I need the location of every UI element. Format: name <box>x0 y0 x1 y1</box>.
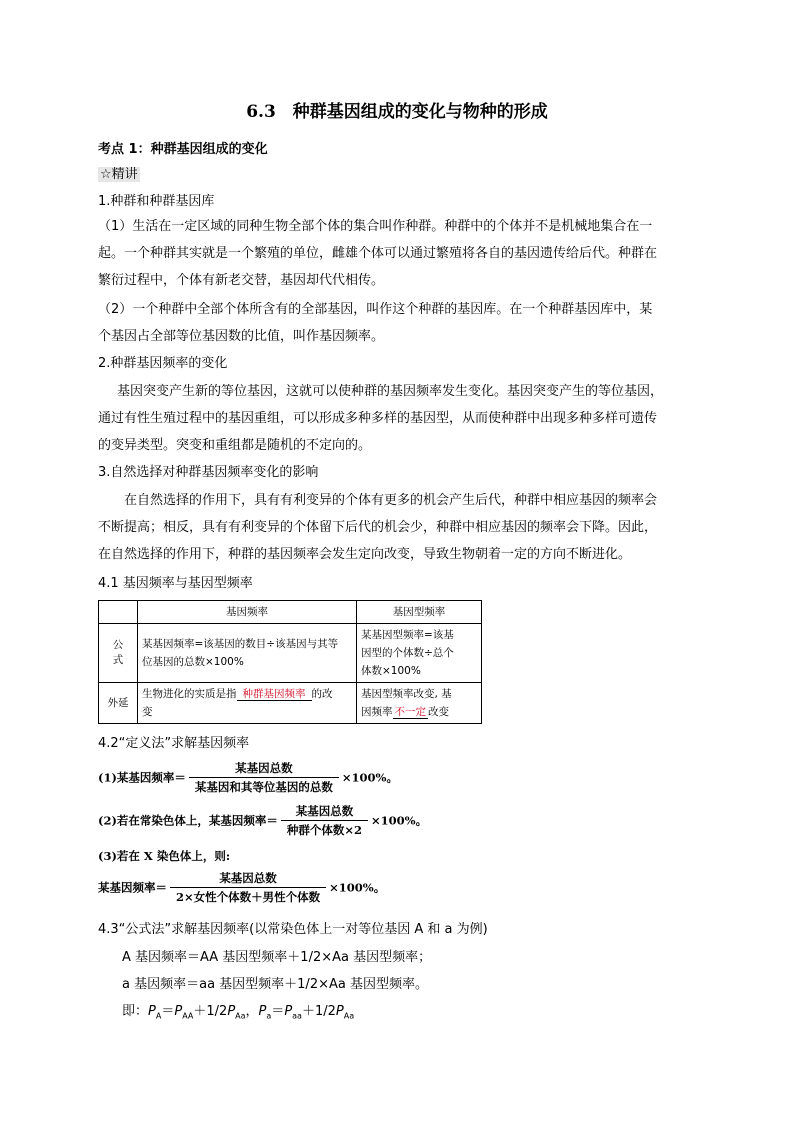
table-row-label-formula: 公 式 <box>99 624 138 683</box>
paragraph-line: （2）一个种群中全部个体所含有的全部基因，叫作这个种群的基因库。在一个种群基因库中，某 <box>98 302 653 317</box>
table-header-gene-frequency: 基因频率 <box>138 601 357 624</box>
cell-line: 因型的个体数÷总个 <box>361 647 454 659</box>
fraction: $\frac{\text{某基因总数}}{\text{种群个体数×2}}$ <box>281 803 368 838</box>
paragraph-line: 的变异类型。突变和重组都是随机的不定向的。 <box>98 438 372 453</box>
cell-line: 基因型频率改变, 基 <box>361 688 452 700</box>
paragraph-line: 基因突变产生新的等位基因，这就可以使种群的基因频率发生变化。基因突变产生的等位基因， <box>117 384 664 399</box>
paragraph-line: 通过有性生殖过程中的基因重组，可以形成多种多样的基因型，从而使种群中出现多种多样可遗传 <box>98 411 658 426</box>
paragraph-line: 起。一个种群其实就是一个繁殖的单位，雌雄个体可以通过繁殖将各自的基因遗传给后代。种群在 <box>98 246 658 261</box>
jingjiang-label: ☆精讲 <box>100 167 138 182</box>
paragraph-line: 繁衍过程中，个体有新老交替，基因却代代相传。 <box>98 273 385 288</box>
cell-line: 位基因的总数×100% <box>142 656 244 668</box>
section-3-heading: 3.自然选择对种群基因频率变化的影响 <box>98 465 319 480</box>
paragraph-line: 不断提高；相反，具有有利变异的个体留下后代的机会少，种群中相应基因的频率会下降。因此， <box>98 520 658 535</box>
table-row <box>99 601 482 624</box>
table-cell <box>357 683 482 724</box>
table-cell <box>357 624 482 683</box>
section-1-heading: 1.种群和种群基因库 <box>98 194 215 209</box>
formula-3: 某基因频率＝ $\frac{\text{某基因总数}}{\text{2×女性个体数＋男性个体数}}$ ×100%。 <box>98 871 386 904</box>
section-43-heading: 4.3“公式法”求解基因频率(以常染色体上一对等位基因 A 和 a 为例) <box>98 922 488 937</box>
section-41-heading: 4.1 基因频率与基因型频率 <box>98 576 253 591</box>
cell-line: 因频率 不一定 改变 <box>361 706 449 718</box>
table-header-genotype-frequency: 基因型频率 <box>357 601 482 624</box>
formula-line: A 基因频率＝AA 基因型频率＋1/2×Aa 基因型频率； <box>122 950 432 965</box>
section-42-heading: 4.2“定义法”求解基因频率 <box>98 736 250 751</box>
paragraph-line: （1）生活在一定区域的同种生物全部个体的集合叫作种群。种群中的个体并不是机械地集合在一 <box>98 219 653 234</box>
fraction: $\frac{\text{某基因总数}}{\text{2×女性个体数＋男性个体数}}$ <box>170 870 326 905</box>
cell-line: 生物进化的实质是指 种群基因频率 的改 <box>142 688 333 700</box>
fraction: $\frac{\text{某基因总数}}{\text{某基因和其等位基因的总数}}$ <box>189 760 339 795</box>
formula-1: (1)某基因频率＝ $\frac{\text{某基因总数}}{\text{某基因和其等位基因的总数}}$ ×100%。 <box>98 761 398 794</box>
cell-line: 变 <box>142 706 153 718</box>
formula-3-intro: (3)若在 X 染色体上，则: <box>98 849 231 863</box>
fill-answer: 种群基因频率 <box>237 688 312 701</box>
table-row <box>99 624 482 683</box>
table-row-label-extension: 外延 <box>99 683 138 724</box>
paragraph-line: 在自然选择的作用下，具有有利变异的个体有更多的机会产生后代，种群中相应基因的频率会 <box>124 493 658 508</box>
section-2-heading: 2.种群基因频率的变化 <box>98 356 228 371</box>
paragraph-line: 个基因占全部等位基因数的比值，叫作基因频率。 <box>98 329 385 344</box>
table-cell <box>138 683 357 724</box>
page-title: 6.3 种群基因组成的变化与物种的形成 <box>246 102 548 122</box>
formula-line: a 基因频率＝aa 基因型频率＋1/2×Aa 基因型频率。 <box>122 977 428 992</box>
formula-2: (2)若在常染色体上，某基因频率＝ $\frac{\text{某基因总数}}{\text{种群个体数×2}}$ ×100%。 <box>98 804 428 837</box>
fill-answer: 不一定 <box>394 706 426 718</box>
formula-line-symbols: 即：$P_A=P_{AA}+1/2P_{Aa}$，$P_a=P_{aa}+1/2P_{Aa}$ <box>122 1004 355 1021</box>
cell-line: 体数×100% <box>361 665 421 677</box>
kaodian-heading: 考点 1：种群基因组成的变化 <box>98 142 268 157</box>
table-corner-cell <box>99 601 138 624</box>
cell-line: 某基因型频率=该基 <box>361 629 454 641</box>
table-row <box>99 683 482 724</box>
frequency-table <box>98 600 482 724</box>
cell-line: 某基因频率=该基因的数目÷该基因与其等 <box>142 638 339 650</box>
table-cell <box>138 624 357 683</box>
paragraph-line: 在自然选择的作用下，种群的基因频率会发生定向改变，导致生物朝着一定的方向不断进化。 <box>98 547 632 562</box>
